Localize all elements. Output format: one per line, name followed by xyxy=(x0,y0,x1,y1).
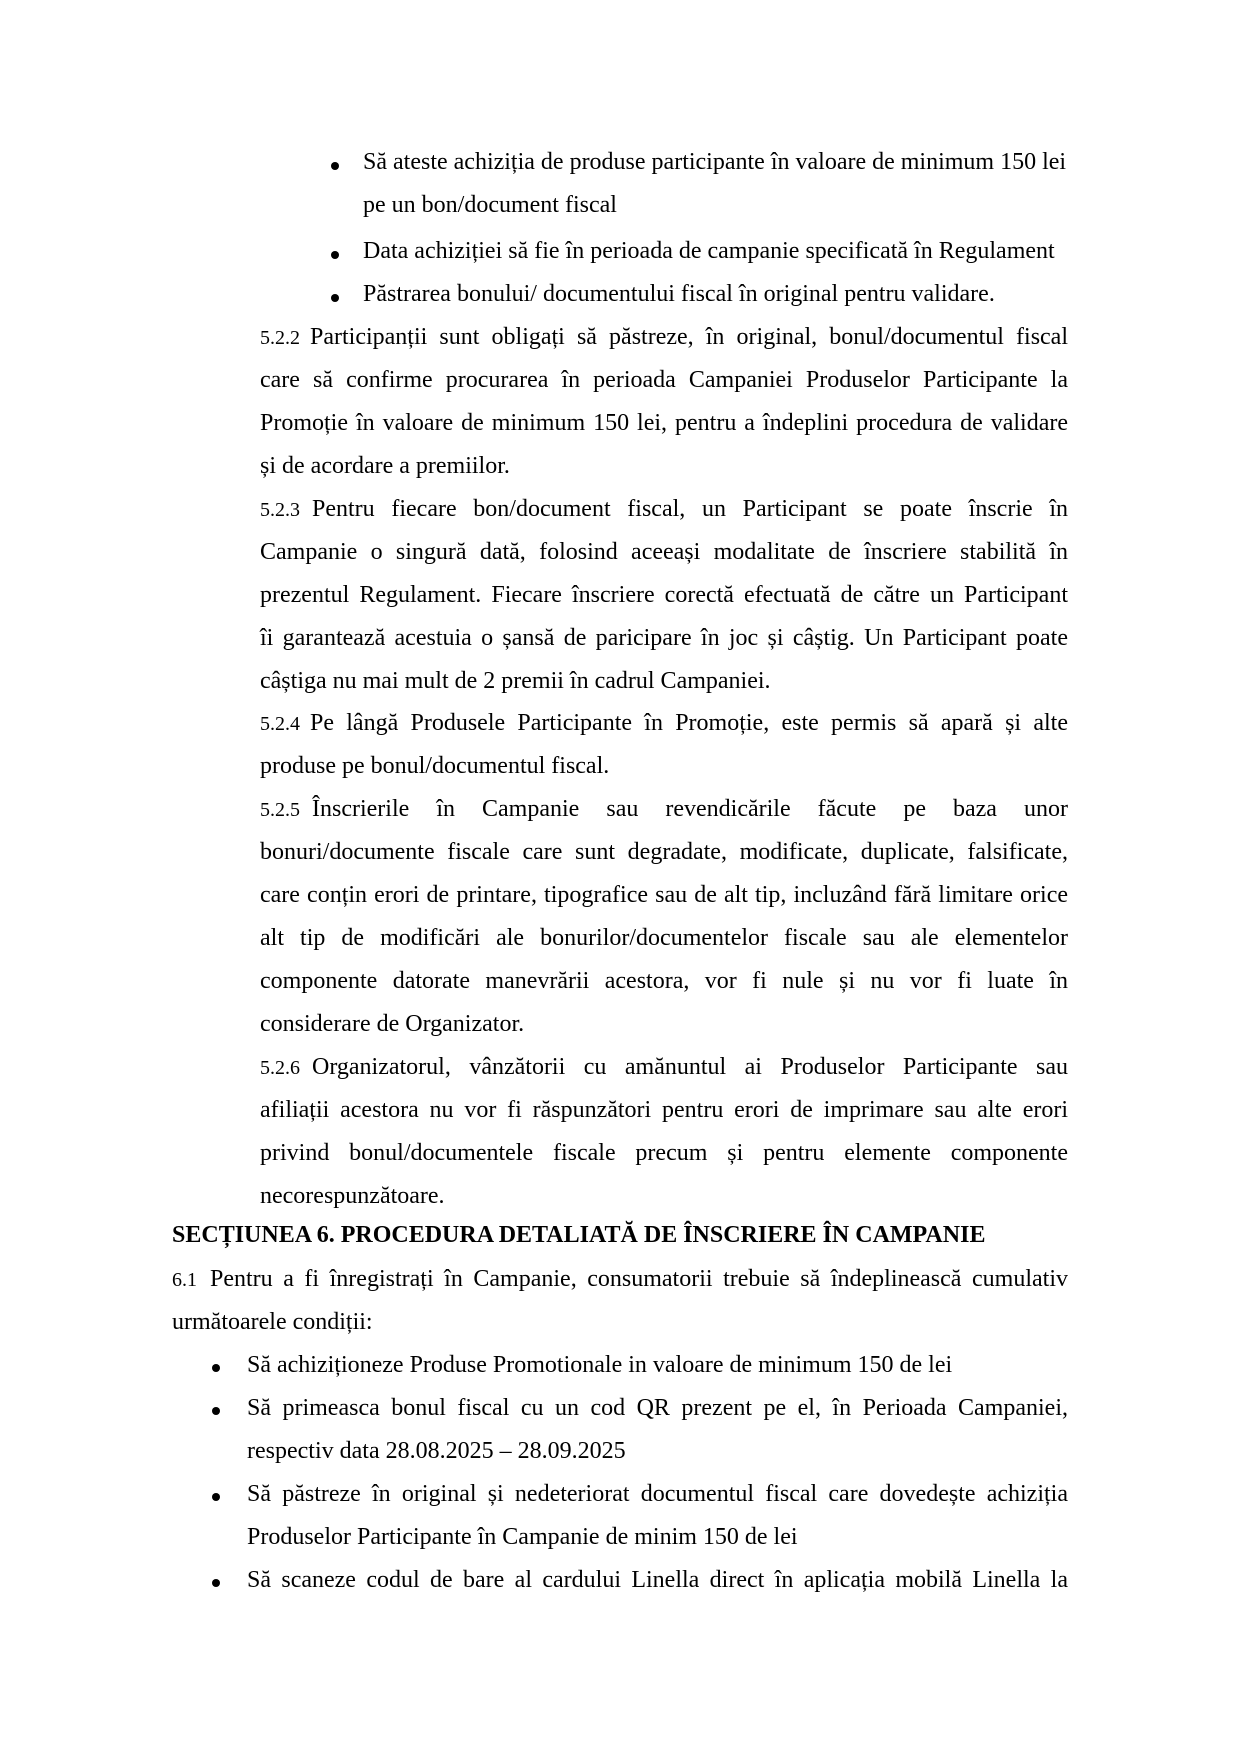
clause-line: bonuri/documente fiscale care sunt degradate, modificate, duplicate, falsificate, xyxy=(260,839,1068,865)
clause-number: 6.1 xyxy=(172,1269,197,1291)
bullet-marker xyxy=(331,251,339,259)
list-item-line: Să ateste achiziția de produse participante în valoare de minimum 150 lei xyxy=(363,149,1067,175)
clause-line: îi garantează acestuia o șansă de paricipare în joc și câștig. Un Participant poate xyxy=(260,625,1068,651)
clause-number: 5.2.5 xyxy=(260,799,300,821)
clause-line: afiliații acestora nu vor fi răspunzători pentru erori de imprimare sau alte erori xyxy=(260,1097,1068,1123)
clause-line: alt tip de modificări ale bonurilor/documentelor fiscale sau ale elementelor xyxy=(260,925,1068,951)
list-item-line: pe un bon/document fiscal xyxy=(363,192,617,218)
list-item-line: respectiv data 28.08.2025 – 28.09.2025 xyxy=(247,1438,626,1464)
clause-line: privind bonul/documentele fiscale precum și pentru elemente componente xyxy=(260,1140,1068,1166)
list-item-line: Să păstreze în original și nedeteriorat documentul fiscal care dovedește achiziția xyxy=(247,1481,1068,1507)
list-item-line: Păstrarea bonului/ documentului fiscal în original pentru validare. xyxy=(363,281,995,307)
clause-line: Campanie o singură dată, folosind aceeași modalitate de înscriere stabilită în xyxy=(260,539,1068,565)
list-item-line: Să primeasca bonul fiscal cu un cod QR prezent pe el, în Perioada Campaniei, xyxy=(247,1395,1068,1421)
clause-line: prezentul Regulament. Fiecare înscriere corectă efectuată de către un Participant xyxy=(260,582,1068,608)
clause-number: 5.2.2 xyxy=(260,327,300,349)
clause-5-2-4-line: 5.2.4 Pe lângă Produsele Participante în Promoție, este permis să apară și alte xyxy=(260,708,1068,739)
clause-line: câștiga nu mai mult de 2 premii în cadrul Campaniei. xyxy=(260,668,771,694)
clause-line: necorespunzătoare. xyxy=(260,1183,445,1209)
section-intro-line: următoarele condiții: xyxy=(172,1309,373,1335)
clause-line: care să confirme procurarea în perioada Campaniei Produselor Participante la xyxy=(260,367,1068,393)
clause-5-2-6-line: 5.2.6 Organizatorul, vânzătorii cu amănuntul ai Produselor Participante sau xyxy=(260,1052,1068,1083)
list-item-line: Să scaneze codul de bare al cardului Linella direct în aplicația mobilă Linella la xyxy=(247,1567,1068,1593)
clause-line: Promoție în valoare de minimum 150 lei, pentru a îndeplini procedura de validare xyxy=(260,410,1068,436)
clause-5-2-5-line: 5.2.5 Înscrierile în Campanie sau revendicările făcute pe baza unor xyxy=(260,794,1068,825)
section-intro-line: 6.1 Pentru a fi înregistrați în Campanie, consumatorii trebuie să îndeplinească cumulativ xyxy=(172,1264,1068,1295)
list-item-line: Data achiziției să fie în perioada de campanie specificată în Regulament xyxy=(363,238,1055,264)
bullet-marker xyxy=(331,294,339,302)
clause-5-2-2-line: 5.2.2 Participanții sunt obligați să păstreze, în original, bonul/documentul fiscal xyxy=(260,322,1068,353)
clause-line: considerare de Organizator. xyxy=(260,1011,525,1037)
bullet-marker xyxy=(212,1493,220,1501)
clause-line: și de acordare a premiilor. xyxy=(260,453,510,479)
clause-number: 5.2.4 xyxy=(260,713,300,735)
clause-line: componente datorate manevrării acestora, vor fi nule și nu vor fi luate în xyxy=(260,968,1068,994)
clause-line: care conțin erori de printare, tipografice sau de alt tip, incluzând fără limitare orice xyxy=(260,882,1068,908)
clause-number: 5.2.6 xyxy=(260,1057,300,1079)
clause-5-2-3-line: 5.2.3 Pentru fiecare bon/document fiscal, un Participant se poate înscrie în xyxy=(260,494,1068,525)
bullet-marker xyxy=(212,1364,220,1372)
clause-number: 5.2.3 xyxy=(260,499,300,521)
bullet-marker xyxy=(212,1407,220,1415)
clause-line: produse pe bonul/documentul fiscal. xyxy=(260,753,610,779)
bullet-marker xyxy=(212,1579,220,1587)
bullet-marker xyxy=(331,162,339,170)
list-item-line: Produselor Participante în Campanie de minim 150 de lei xyxy=(247,1524,798,1550)
list-item-line: Să achiziționeze Produse Promotionale in valoare de minimum 150 de lei xyxy=(247,1352,953,1378)
section-heading: SECȚIUNEA 6. PROCEDURA DETALIATĂ DE ÎNSCRIERE ÎN CAMPANIE xyxy=(172,1222,986,1248)
